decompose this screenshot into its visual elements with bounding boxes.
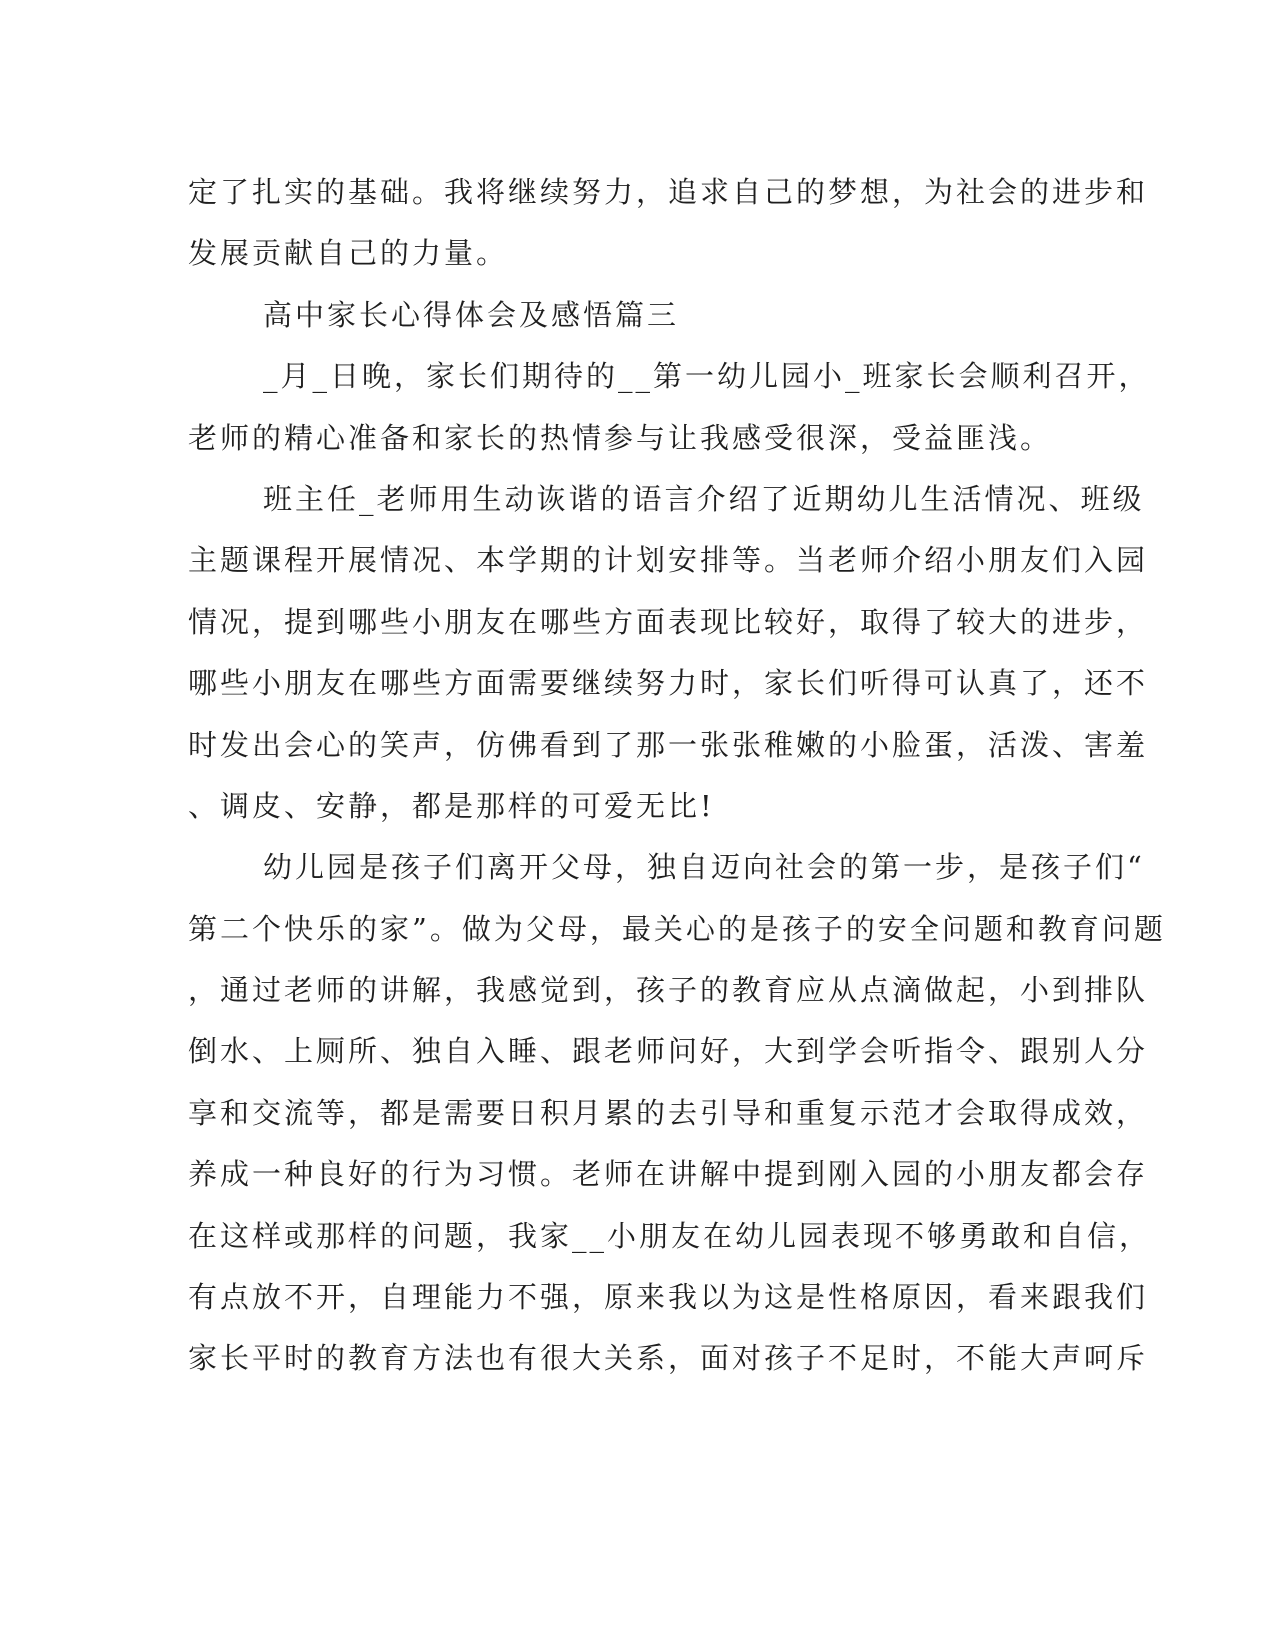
text-line: 养成一种良好的行为习惯。老师在讲解中提到刚入园的小朋友都会存 bbox=[188, 1157, 1149, 1192]
text-line: 倒水、上厕所、独自入睡、跟老师问好，大到学会听指令、跟别人分 bbox=[188, 1034, 1149, 1069]
text-line: 情况，提到哪些小朋友在哪些方面表现比较好，取得了较大的进步， bbox=[188, 604, 1149, 639]
text-line: _月_日晚，家长们期待的__第一幼儿园小_班家长会顺利召开， bbox=[263, 359, 1151, 394]
text-line: 班主任_老师用生动诙谐的语言介绍了近期幼儿生活情况、班级 bbox=[263, 481, 1145, 516]
text-line: ，通过老师的讲解，我感觉到，孩子的教育应从点滴做起，小到排队 bbox=[188, 973, 1149, 1008]
text-line: 时发出会心的笑声，仿佛看到了那一张张稚嫩的小脸蛋，活泼、害羞 bbox=[188, 727, 1149, 762]
section-heading: 高中家长心得体会及感悟篇三 bbox=[263, 297, 680, 332]
text-line: 、调皮、安静，都是那样的可爱无比! bbox=[188, 788, 715, 823]
text-line: 第二个快乐的家”。做为父母，最关心的是孩子的安全问题和教育问题 bbox=[188, 911, 1166, 946]
text-line: 发展贡献自己的力量。 bbox=[188, 236, 509, 271]
text-line: 定了扎实的基础。我将继续努力，追求自己的梦想，为社会的进步和 bbox=[188, 175, 1149, 209]
text-line: 家长平时的教育方法也有很大关系，面对孩子不足时，不能大声呵斥 bbox=[188, 1341, 1149, 1376]
text-line: 幼儿园是孩子们离开父母，独自迈向社会的第一步，是孩子们“ bbox=[263, 850, 1145, 885]
text-line: 在这样或那样的问题，我家__小朋友在幼儿园表现不够勇敢和自信， bbox=[188, 1218, 1152, 1253]
text-line: 有点放不开，自理能力不强，原来我以为这是性格原因，看来跟我们 bbox=[188, 1280, 1149, 1315]
text-line: 主题课程开展情况、本学期的计划安排等。当老师介绍小朋友们入园 bbox=[188, 543, 1149, 578]
document-body bbox=[188, 162, 1166, 1390]
text-line: 哪些小朋友在哪些方面需要继续努力时，家长们听得可认真了，还不 bbox=[188, 666, 1149, 701]
text-line: 老师的精心准备和家长的热情参与让我感受很深，受益匪浅。 bbox=[188, 420, 1053, 455]
text-line: 享和交流等，都是需要日积月累的去引导和重复示范才会取得成效， bbox=[188, 1095, 1149, 1130]
